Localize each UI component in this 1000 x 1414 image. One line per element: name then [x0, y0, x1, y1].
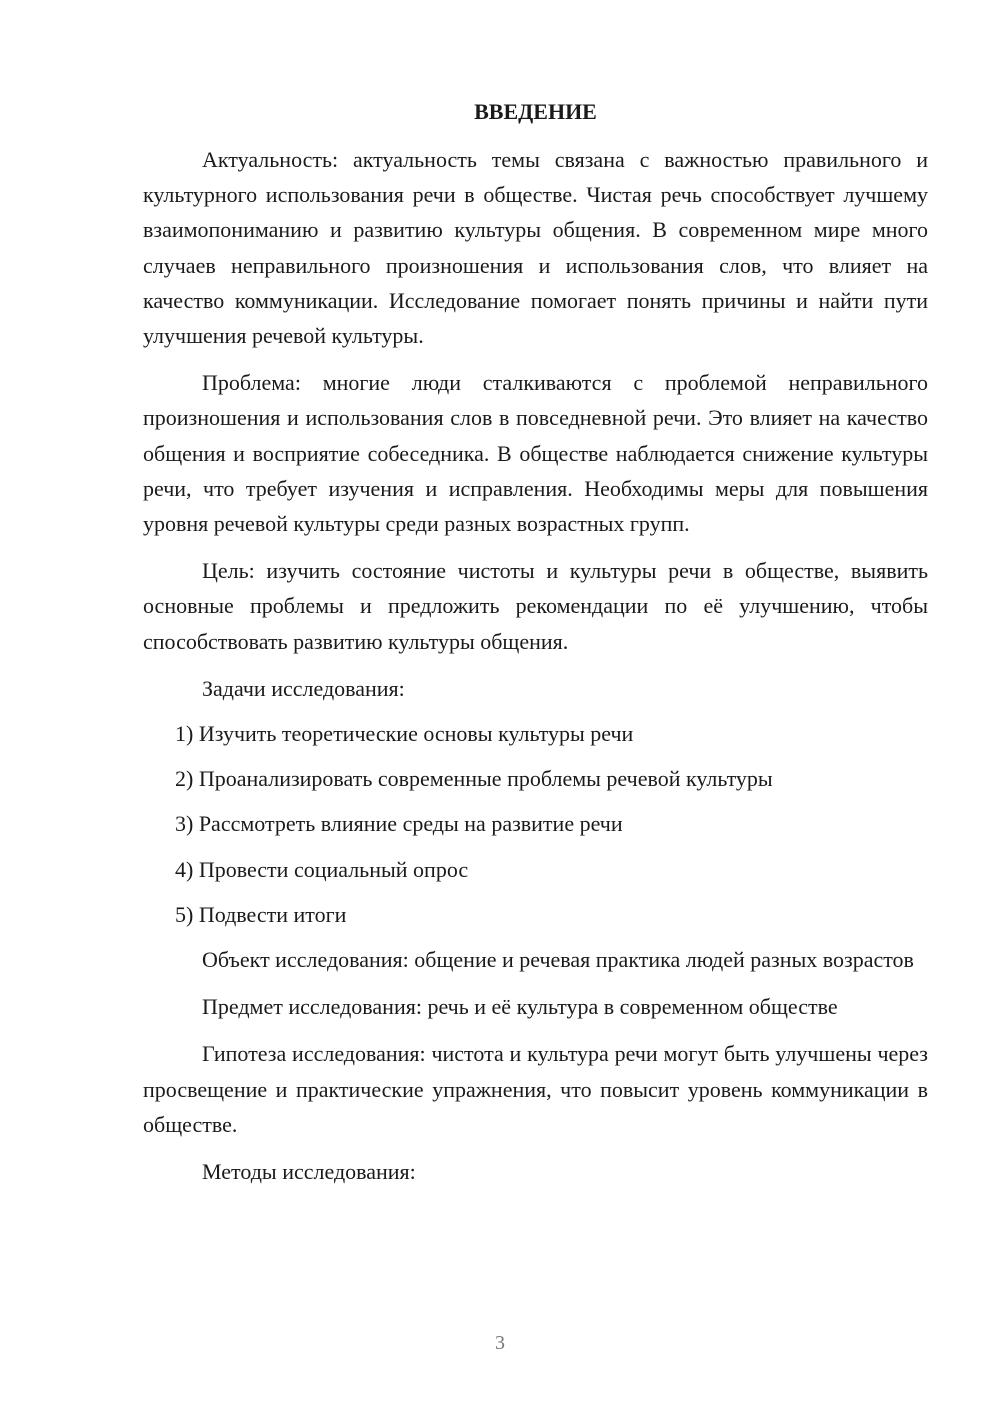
- page-title: ВВЕДЕНИЕ: [474, 99, 597, 124]
- hypothesis-paragraph: Гипотеза исследования: чистота и культура речи могут быть улучшены через просвещение и практические упражнения, что повысит уровень коммуникации в обществе.: [143, 1041, 928, 1137]
- list-item: 2) Проанализировать современные проблемы речевой культуры: [175, 766, 773, 792]
- subject-paragraph: Предмет исследования: речь и её культура в современном обществе: [202, 994, 838, 1020]
- page-number: 3: [495, 1332, 505, 1354]
- goal-paragraph: Цель: изучить состояние чистоты и культуры речи в обществе, выявить основные проблемы и предложить рекомендации по её улучшению, чтобы способствовать развитию культуры общения.: [143, 558, 928, 654]
- list-item: 5) Подвести итоги: [175, 901, 347, 927]
- document-body: [143, 142, 928, 1199]
- relevance-paragraph: Актуальность: актуальность темы связана с важностью правильного и культурного использования речи в обществе. Чистая речь способствует лучшему взаимопониманию и развитию культуры общения. В современном мире много случаев неправильного произношения и использования слов, что влияет на качество коммуникации. Исследование помогает понять причины и найти пути улучшения речевой культуры.: [143, 147, 928, 349]
- methods-heading: Методы исследования:: [202, 1159, 416, 1185]
- list-item: 1) Изучить теоретические основы культуры речи: [175, 721, 634, 747]
- tasks-heading: Задачи исследования:: [202, 675, 405, 701]
- problem-paragraph: Проблема: многие люди сталкиваются с проблемой неправильного произношения и использования слов в повседневной речи. Это влияет на качество общения и восприятие собеседника. В обществе наблюдается снижение культуры речи, что требует изучения и исправления. Необходимы меры для повышения уровня речевой культуры среди разных возрастных групп.: [143, 370, 928, 537]
- tasks-list: [143, 716, 928, 932]
- object-paragraph: Объект исследования: общение и речевая практика людей разных возрастов: [202, 947, 914, 973]
- list-item: 4) Провести социальный опрос: [175, 856, 469, 882]
- list-item: 3) Рассмотреть влияние среды на развитие речи: [175, 811, 623, 837]
